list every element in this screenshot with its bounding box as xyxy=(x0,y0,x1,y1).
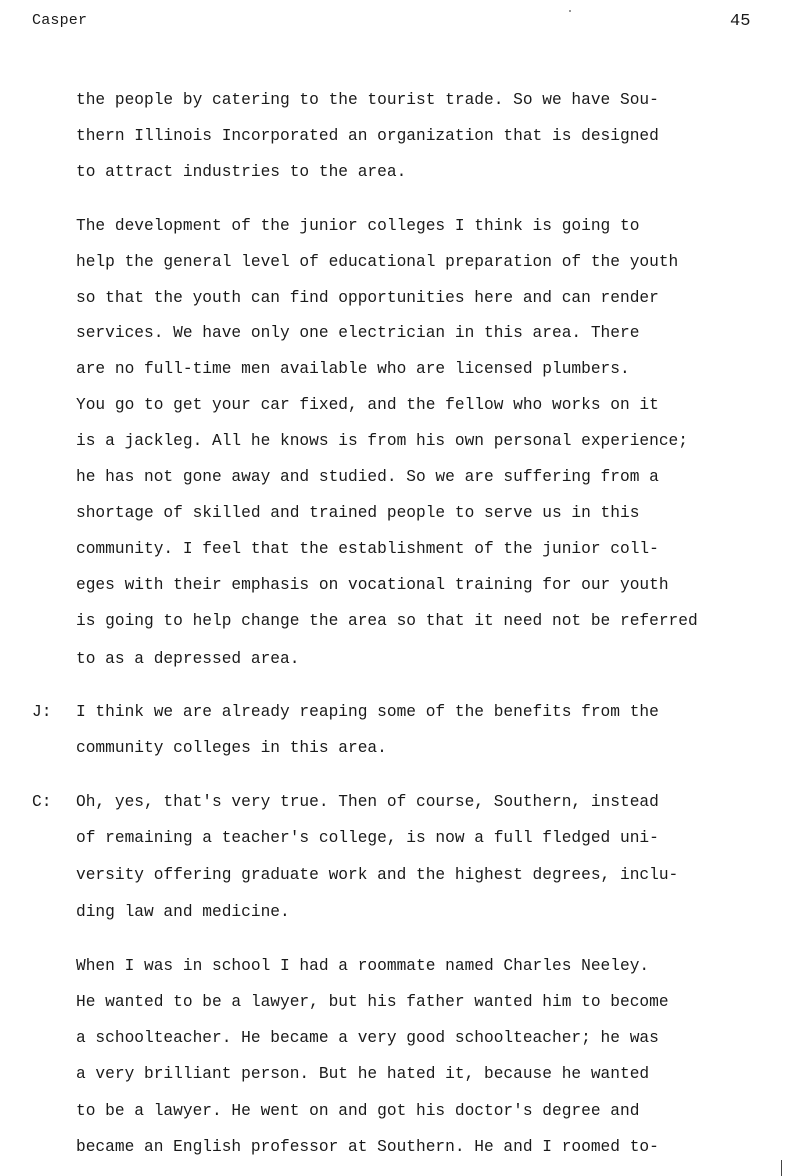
transcript-line: You go to get your car fixed, and the fellow who works on it xyxy=(76,396,659,414)
scan-speck xyxy=(569,10,571,12)
transcript-line: community. I feel that the establishment of the junior coll- xyxy=(76,540,659,558)
transcript-line: thern Illinois Incorporated an organization that is designed xyxy=(76,127,659,145)
speaker-label: C: xyxy=(32,793,52,811)
header-interviewee-name: Casper xyxy=(32,12,88,29)
transcript-line: to attract industries to the area. xyxy=(76,163,407,181)
transcript-line: When I was in school I had a roommate named Charles Neeley. xyxy=(76,957,650,975)
speaker-label: J: xyxy=(32,703,52,721)
transcript-line: a schoolteacher. He became a very good schoolteacher; he was xyxy=(76,1029,659,1047)
transcript-line: is a jackleg. All he knows is from his own personal experience; xyxy=(76,432,688,450)
transcript-line: the people by catering to the tourist trade. So we have Sou- xyxy=(76,91,659,109)
transcript-line: he has not gone away and studied. So we are suffering from a xyxy=(76,468,659,486)
transcript-line: I think we are already reaping some of the benefits from the xyxy=(76,703,659,721)
transcript-line: The development of the junior colleges I think is going to xyxy=(76,217,640,235)
transcript-line: ding law and medicine. xyxy=(76,903,290,921)
transcript-line: He wanted to be a lawyer, but his father wanted him to become xyxy=(76,993,669,1011)
transcript-line: help the general level of educational preparation of the youth xyxy=(76,253,679,271)
transcript-line: versity offering graduate work and the highest degrees, inclu- xyxy=(76,866,679,884)
page-edge-mark xyxy=(781,1160,800,1176)
transcript-line: a very brilliant person. But he hated it, because he wanted xyxy=(76,1065,650,1083)
transcript-line: to be a lawyer. He went on and got his doctor's degree and xyxy=(76,1102,640,1120)
transcript-line: community colleges in this area. xyxy=(76,739,387,757)
transcript-line: services. We have only one electrician in this area. There xyxy=(76,324,640,342)
transcript-line: is going to help change the area so that it need not be referred xyxy=(76,612,698,630)
transcript-line: are no full-time men available who are licensed plumbers. xyxy=(76,360,630,378)
transcript-line: Oh, yes, that's very true. Then of course, Southern, instead xyxy=(76,793,659,811)
transcript-line: became an English professor at Southern. He and I roomed to- xyxy=(76,1138,659,1156)
transcript-line: so that the youth can find opportunities here and can render xyxy=(76,289,659,307)
transcript-line: shortage of skilled and trained people to serve us in this xyxy=(76,504,640,522)
transcript-line: to as a depressed area. xyxy=(76,650,300,668)
page-number: 45 xyxy=(730,12,751,31)
transcript-line: eges with their emphasis on vocational training for our youth xyxy=(76,576,669,594)
transcript-line: of remaining a teacher's college, is now a full fledged uni- xyxy=(76,829,659,847)
